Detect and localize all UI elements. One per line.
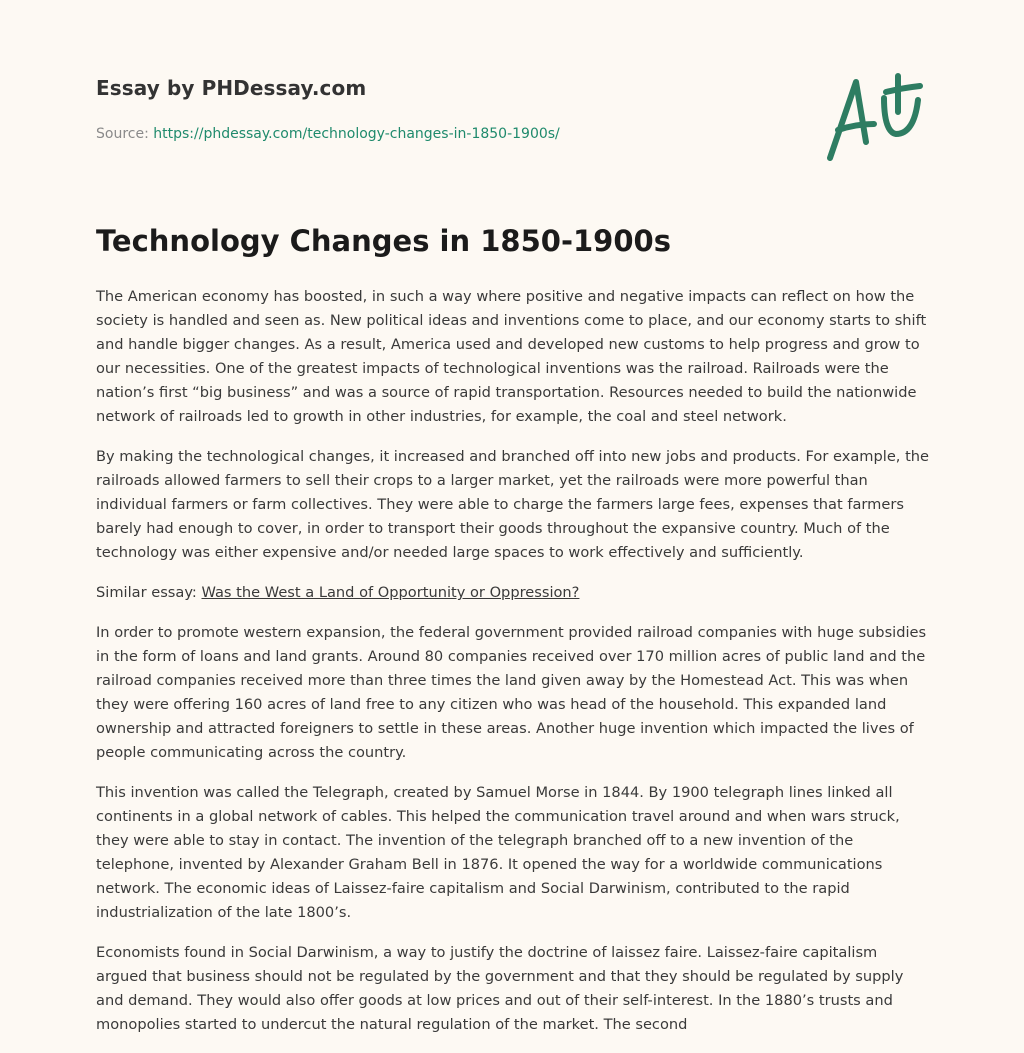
paragraph: The American economy has boosted, in such a way where positive and negative impacts can reflect on how the society is handled and seen as. New political ideas and inventions come to place, and our economy starts to shift and handle bigger changes. As a result, America used and developed new customs to help progress and grow to our necessities. One of the greatest impacts of technological inventions was the railroad. Railroads were the nation’s first “big business” and was a source of rapid transportation. Resources needed to build the nationwide network of railroads led to growth in other industries, for example, the coal and steel network.: [96, 288, 927, 425]
essay-header: [96, 76, 928, 142]
paragraph: Economists found in Social Darwinism, a way to justify the doctrine of laissez faire. Laissez-faire capitalism argued that business should not be regulated by the government and that they should be regulated by supply and demand. They would also offer goods at low prices and out of their self-interest. In the 1880’s trusts and monopolies started to undercut the natural regulation of the market. The second: [96, 944, 904, 1033]
source-link[interactable]: https://phdessay.com/technology-changes-in-1850-1900s/: [153, 126, 560, 142]
essay-body: [96, 285, 932, 1053]
paragraph: This invention was called the Telegraph, created by Samuel Morse in 1844. By 1900 telegraph lines linked all continents in a global network of cables. This helped the communication travel around and when wars struck, they were able to stay in contact. The invention of the telegraph branched off to a new invention of the telephone, invented by Alexander Graham Bell in 1876. It opened the way for a worldwide communications network. The economic ideas of Laissez-faire capitalism and Social Darwinism, contributed to the rapid industrialization of the late 1800’s.: [96, 784, 900, 921]
a-plus-logo-icon: [822, 72, 932, 164]
similar-essay-label: Similar essay:: [96, 584, 202, 601]
source-label: Source:: [96, 126, 154, 142]
paragraph: By making the technological changes, it increased and branched off into new jobs and products. For example, the railroads allowed farmers to sell their crops to a larger market, yet the railroads were more powerful than individual farmers or farm collectives. They were able to charge the farmers large fees, expenses that farmers barely had enough to cover, in order to transport their goods throughout the expansive country. Much of the technology was either expensive and/or needed large spaces to work effectively and sufficiently.: [96, 448, 930, 561]
essay-title: Technology Changes in 1850-1900s: [96, 224, 671, 258]
paragraph: In order to promote western expansion, the federal government provided railroad companies with huge subsidies in the form of loans and land grants. Around 80 companies received over 170 million acres of public land and the railroad companies received more than three times the land given away by the Homestead Act. This was when they were offering 160 acres of land free to any citizen who was head of the household. This expanded land ownership and attracted foreigners to settle in these areas. Another huge invention which impacted the lives of people communicating across the country.: [96, 624, 927, 761]
site-title: Essay by PHDessay.com: [96, 76, 367, 100]
similar-essay: [96, 581, 932, 605]
similar-essay-link[interactable]: Was the West a Land of Opportunity or Oppression?: [201, 584, 580, 601]
source-line: [96, 126, 928, 142]
